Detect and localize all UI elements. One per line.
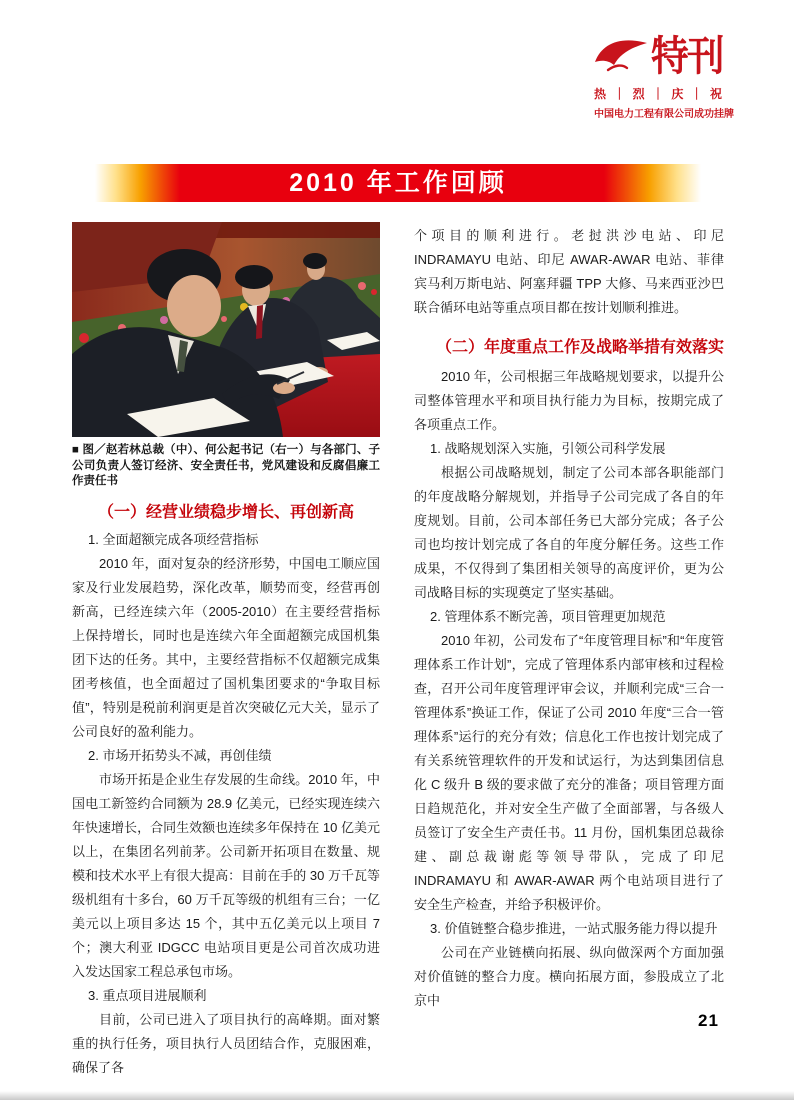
section-heading-one: （一）经营业绩稳步增长、再创新高 <box>98 503 355 521</box>
section-banner-title: 2010 年工作回顾 <box>289 169 507 197</box>
right-column <box>414 224 724 1013</box>
subsection-title: 1. 战略规划深入实施，引领公司科学发展 <box>430 441 666 456</box>
photo-caption: ■ 图／赵若林总裁（中）、何公起书记（右一）与各部门、子公司负责人签订经济、安全责任书，党风建设和反腐倡廉工作责任书 <box>72 444 380 487</box>
logo <box>594 34 779 78</box>
body-paragraph: 2010 年初，公司发布了“年度管理目标”和“年度管理体系工作计划”，完成了管理体系内部审核和过程检查，召开公司年度管理评审会议，并顺利完成“三合一管理体系”换证工作，保证了公司 2010 年度“三合一管理体系”运行的充分有效；信息化工作也按计划完成了有关系统管理软件的开发和试运行，为达到集团信息化 C 级升 B 级的要求做了充分的准备；项目管理方面日趋规范化，并对安全生产做了全面部署，与各级人员签订了安全生产责任书。11 月份，国机集团总裁徐建、副总裁谢彪等领导带队，完成了印尼 INDRAMAYU 和 AWAR-AWAR 两个电站项目进行了安全生产检查，并给予积极评价。 <box>414 633 724 912</box>
body-paragraph: 2010 年，面对复杂的经济形势，中国电工顺应国家及行业发展趋势，深化改革，顺势而变，经营再创新高，已经连续六年（2005-2010）在主要经营指标上保持增长，同时也是连续六年全面超额完成国机集团下达的任务。其中，主要经营指标不仅超额完成集团考核值，也全面超过了国机集团要求的“争取目标值”，特别是税前利润更是首次突破亿元大关，显示了公司良好的盈利能力。 <box>72 555 380 739</box>
masthead <box>594 34 779 120</box>
congrats-line: 热 ｜ 烈 ｜ 庆 ｜ 祝 <box>594 87 725 101</box>
page-bottom-shadow <box>0 1091 794 1100</box>
left-column <box>72 222 380 1080</box>
body-paragraph: 公司在产业链横向拓展、纵向做深两个方面加强对价值链的整合力度。横向拓展方面，参股成立了北京中 <box>414 945 724 1008</box>
photo-signing-ceremony <box>72 222 380 437</box>
brush-swoosh-icon <box>594 34 650 78</box>
right-column-body <box>414 224 724 1013</box>
section-heading: （二）年度重点工作及战略举措有效落实 <box>436 339 725 356</box>
subsection-title: 3. 重点项目进展顺利 <box>88 987 207 1003</box>
masthead-tagline: 中国电力工程有限公司成功挂牌 <box>594 109 734 120</box>
body-paragraph: 根据公司战略规划，制定了公司本部各职能部门的年度战略分解规划，并指导子公司完成了各自的年度规划。目前，公司本部任务已大部分完成；各子公司也均按计划完成了各自的年度分解任务。这些工作成果，不仅得到了集团相关领导的高度评价，更为公司战略目标的实现奠定了坚实基础。 <box>414 465 724 600</box>
body-paragraph: 2010 年，公司根据三年战略规划要求，以提升公司整体管理水平和项目执行能力为目标，按期完成了各项重点工作。 <box>414 369 724 432</box>
subsection-title: 2. 市场开拓势头不减，再创佳绩 <box>88 747 272 763</box>
subsection-title: 2. 管理体系不断完善，项目管理更加规范 <box>430 609 666 624</box>
page-number: 21 <box>698 1011 719 1030</box>
left-column-body <box>72 528 380 1080</box>
body-paragraph: 个项目的顺利进行。老挝洪沙电站、印尼 INDRAMAYU 电站、印尼 AWAR-AWAR 电站、菲律宾马利万斯电站、阿塞拜疆 TPP 大修、马来西亚沙巴联合循环电站等重点项目都在按计划顺利推进。 <box>414 228 724 315</box>
subsection-title: 3. 价值链整合稳步推进，一站式服务能力得以提升 <box>430 921 718 936</box>
logo-title: 特刊 <box>651 32 723 79</box>
subsection-title: 1. 全面超额完成各项经营指标 <box>88 531 259 547</box>
body-paragraph: 市场开拓是企业生存发展的生命线。2010 年，中国电工新签约合同额为 28.9 亿美元，已经实现连续六年快速增长，合同生效额也连续多年保持在 10 亿美元以上，在集团名列前茅。公司新开拓项目在数量、规模和技术水平上有很大提高：目前在手的 30 万千瓦等级机组有十多台，60 万千瓦等级的机组有三台；一亿美元以上项目多达 15 个，其中五亿美元以上项目 7 个；澳大利亚 IDGCC 电站项目更是公司首次成功进入发达国家工程总承包市场。 <box>72 771 380 979</box>
section-banner <box>95 164 701 202</box>
body-paragraph: 目前，公司已进入了项目执行的高峰期。面对繁重的执行任务，项目执行人员团结合作，克服困难，确保了各 <box>72 1011 380 1075</box>
